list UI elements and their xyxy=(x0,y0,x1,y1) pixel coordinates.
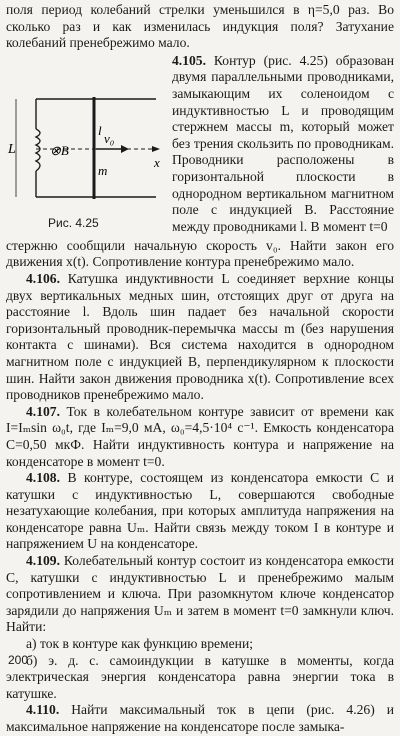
problem-number: 4.107. xyxy=(26,403,60,419)
problem-text: Катушка индуктивности L соединяет верхние концы двух вертикальных медных шин, отстоящих друг от друга на расстояние l. Вдоль шин падает без начальной скорости горизонтальный проводник-перемычка массы m (без нарушения контакта с шинами). Вся система находится в однородном магнитном поле с индукцией B, перпендикулярном к плоскости шин. Найти закон движения проводника x(t). Сопротивление всех проводников пренебрежимо мало. xyxy=(6,270,394,403)
problem-number: 4.110. xyxy=(26,702,60,718)
problem-4-106 xyxy=(6,271,394,404)
label-m: m xyxy=(98,162,108,178)
problem-text: Найти максимальный ток в цепи (рис. 4.26) и максимальное напряжение на конденсаторе после замыка- xyxy=(6,702,394,734)
problem-text: Ток в колебательном контуре зависит от времени как I=Iₘsin ω₀t, где Iₘ=9,0 мА, ω₀=4,5·10⁴ с⁻¹. Емкость конденсатора C=0,50 мкФ. Найти индуктивность контура и напряжение на конденсаторе в момент t=0. xyxy=(6,403,394,469)
problem-text: В контуре, состоящем из конденсатора емкости C и катушки с индуктивностью L, совершаются свободные незатухающие колебания, при которых амплитуда напряжения на конденсаторе равна Uₘ. Найти связь между током I в контуре и напряжением U на конденсаторе. xyxy=(6,470,394,552)
problem-4-105-block xyxy=(6,53,394,238)
problem-4-105-continuation: стержню сообщили начальную скорость v₀. Найти закон его движения x(t). Сопротивление контура пренебрежимо мало. xyxy=(6,237,394,270)
problem-number: 4.109. xyxy=(26,553,60,569)
problem-4-105-text xyxy=(172,53,394,236)
figure-caption: Рис. 4.25 xyxy=(48,215,99,230)
problem-text: Контур (рис. 4.25) образован двумя параллельными проводниками, замыкающим их соленоидом с индуктивностью L и проводящим стержнем массы m, который может без трения скользить по проводникам. Проводники расположены в горизонтальной плоскости в однородном вертикальном магнитном поле с индукцией B. Расстояние между проводниками l. В момент t=0 xyxy=(172,52,394,234)
page-number: 200 xyxy=(8,653,29,667)
problem-4-109 xyxy=(6,553,394,636)
problem-number: 4.105. xyxy=(172,52,206,68)
problem-number: 4.108. xyxy=(26,470,60,486)
label-B: ⊗B xyxy=(50,142,69,158)
problem-4-108 xyxy=(6,470,394,553)
problem-4-109-item-a: а) ток в контуре как функцию времени; xyxy=(26,636,254,652)
problem-4-110 xyxy=(6,702,394,735)
problem-4-109-item-b: б) э. д. с. самоиндукции в катушке в моменты, когда электрическая энергия конденсатора равна энергии тока в катушке. xyxy=(6,652,394,701)
figure-4-25 xyxy=(6,57,168,233)
problem-number: 4.106. xyxy=(26,270,60,286)
continued-text: поля период колебаний стрелки уменьшился в η=5,0 раз. Во сколько раз и как изменилась индукция поля? Затухание колебаний пренебрежимо мало. xyxy=(6,2,394,51)
problem-4-107 xyxy=(6,404,394,470)
circuit-diagram xyxy=(6,57,168,207)
label-L: L xyxy=(8,141,16,157)
label-x: x xyxy=(154,154,160,170)
label-v0: v₀ xyxy=(104,130,115,146)
label-l: l xyxy=(98,122,102,138)
page-content xyxy=(6,2,394,736)
problem-text: Колебательный контур состоит из конденсатора емкости C, катушки с индуктивностью L и пренебрежимо малым сопротивлением и ключа. При разомкнутом ключе конденсатор зарядили до напряжения Uₘ и затем в момент t=0 замкнули ключ. Найти: xyxy=(6,553,394,635)
